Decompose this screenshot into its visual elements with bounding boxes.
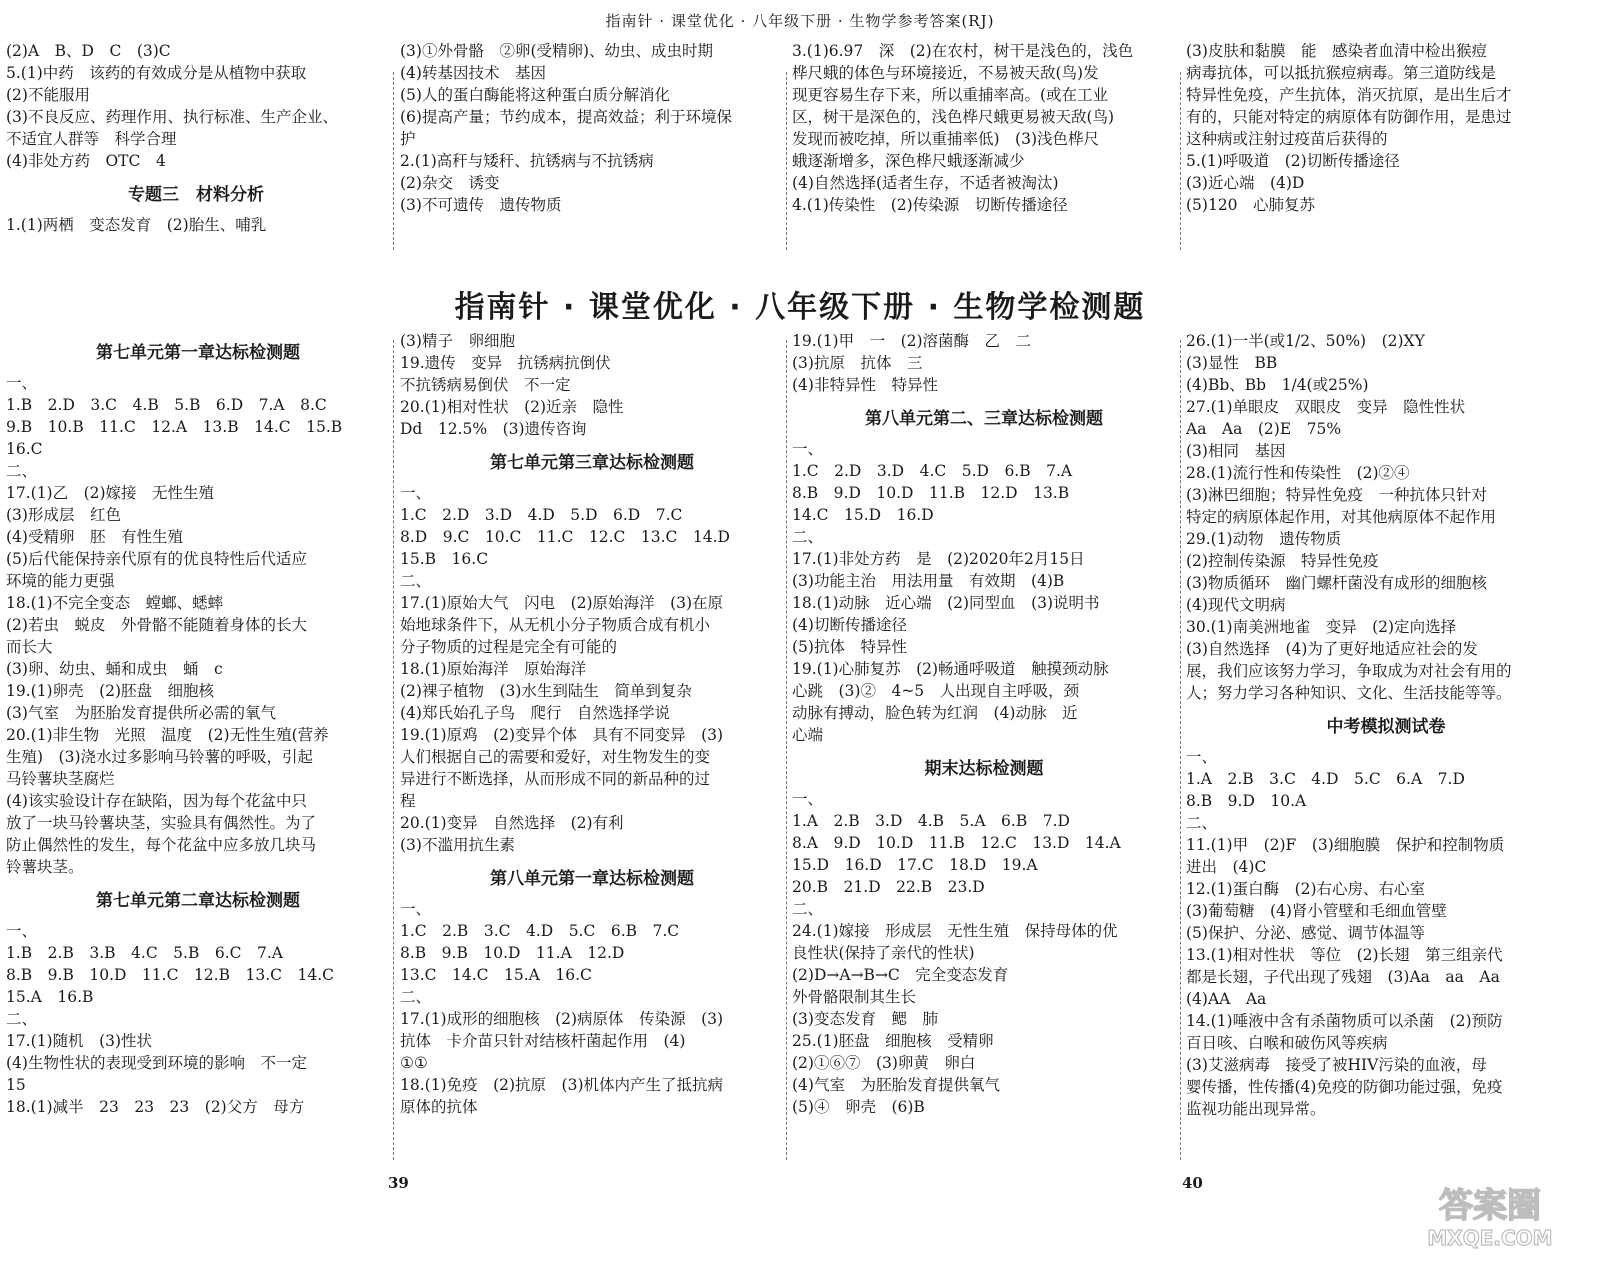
answer-line: 18.(1)免疫 (2)抗原 (3)机体内产生了抵抗病 (400, 1076, 724, 1094)
answer-line: 区，树干是深色的，浅色桦尺蛾更易被天敌(鸟) (792, 108, 1115, 126)
answer-line: (4)郑氏始孔子鸟 爬行 自然选择学说 (400, 704, 670, 722)
column-1 (6, 330, 390, 1118)
answer-line: (2)不能服用 (6, 86, 90, 104)
answer-line: 现更容易生存下来，所以重捕率高。(或在工业 (792, 86, 1109, 104)
answer-line: (3)物质循环 幽门螺杆菌没有成形的细胞核 (1186, 574, 1487, 592)
answer-line: 始地球条件下，从无机小分子物质合成有机小 (400, 616, 711, 634)
answer-line: 13.(1)相对性状 等位 (2)长翅 第三组亲代 (1186, 946, 1503, 964)
answer-line: 进出 (4)C (1186, 858, 1267, 876)
answer-line: 外骨骼限制其生长 (792, 988, 917, 1006)
answer-line: 生殖) (3)浇水过多影响马铃薯的呼吸，引起 (6, 748, 314, 766)
section-heading: 第八单元第一章达标检测题 (490, 869, 694, 889)
answer-line: 原体的抗体 (400, 1098, 478, 1116)
answer-line: 二、 (400, 988, 432, 1006)
answer-line: 8.A 9.D 10.D 11.B 12.C 13.D 14.A (792, 834, 1121, 852)
answer-line: 1.C 2.D 3.D 4.C 5.D 6.B 7.A (792, 462, 1073, 480)
answer-line: 17.(1)随机 (3)性状 (6, 1032, 153, 1050)
top-divider-2 (786, 72, 787, 250)
section-heading: 期末达标检测题 (924, 759, 1044, 779)
answer-line: (4)自然选择(适者生存，不适者被淘汰) (792, 174, 1059, 192)
answer-line: 1.B 2.D 3.C 4.B 5.B 6.D 7.A 8.C (6, 396, 327, 414)
answer-line: (2)A B、D C (3)C (6, 42, 171, 60)
answer-line: (5)④ 卵壳 (6)B (792, 1098, 925, 1116)
answer-line: 16.C (6, 440, 43, 458)
answer-line: 二、 (792, 528, 824, 546)
answer-line: (6)提高产量；节约成本，提高效益；利于环境保 (400, 108, 732, 126)
answer-line: 二、 (1186, 814, 1218, 832)
answer-line: (3)抗原 抗体 三 (792, 354, 923, 372)
answer-line: 8.B 9.B 10.D 11.C 12.B 13.C 14.C (6, 966, 335, 984)
watermark-logo (1400, 1175, 1580, 1253)
answer-line: (2)控制传染源 特异性免疫 (1186, 552, 1379, 570)
answer-line: (4)非特异性 特异性 (792, 376, 938, 394)
answer-line: 1.A 2.B 3.D 4.B 5.A 6.B 7.D (792, 812, 1070, 830)
page-header: 指南针 · 课堂优化 · 八年级下册 · 生物学参考答案(RJ) (605, 12, 995, 30)
answer-line: 一、 (400, 900, 432, 918)
section-heading: 中考模拟测试卷 (1326, 717, 1446, 737)
answer-line: 良性状(保持了亲代的性状) (792, 944, 975, 962)
answer-line: 4.(1)传染性 (2)传染源 切断传播途径 (792, 196, 1068, 214)
answer-line: 8.B 9.D 10.D 11.B 12.D 13.B (792, 484, 1070, 502)
answer-line: 动脉有搏动，脸色转为红润 (4)动脉 近 (792, 704, 1078, 722)
answer-line: 二、 (6, 462, 38, 480)
answer-line: (4)现代文明病 (1186, 596, 1286, 614)
answer-line: (5)人的蛋白酶能将这种蛋白质分解消化 (400, 86, 670, 104)
answer-line: 一、 (792, 440, 824, 458)
section-heading: 第七单元第二章达标检测题 (96, 891, 300, 911)
top-divider-3 (1180, 72, 1181, 250)
answer-line: 5.(1)呼吸道 (2)切断传播途径 (1186, 152, 1400, 170)
answer-line: 马铃薯块茎腐烂 (6, 770, 115, 788)
answer-line: (3)艾滋病毒 接受了被HIV污染的血液，母 (1186, 1056, 1487, 1074)
answer-line: 不适宜人群等 科学合理 (6, 130, 177, 148)
answer-line: 12.(1)蛋白酶 (2)右心房、右心室 (1186, 880, 1426, 898)
answer-line: 环境的能力更强 (6, 572, 115, 590)
answer-line: (5)后代能保持亲代原有的优良特性后代适应 (6, 550, 307, 568)
answer-line: 18.(1)减半 23 23 23 (2)父方 母方 (6, 1098, 305, 1116)
answer-line: 20.(1)相对性状 (2)近亲 隐性 (400, 398, 624, 416)
answer-line: (3)卵、幼虫、蛹和成虫 蛹 c (6, 660, 223, 678)
answer-line: 铃薯块茎。 (6, 858, 84, 876)
answer-line: (4)受精卵 胚 有性生殖 (6, 528, 183, 546)
answer-line: 抗体 卡介苗只针对结核杆菌起作用 (4) (400, 1032, 686, 1050)
answer-line: 14.C 15.D 16.D (792, 506, 934, 524)
answer-line: 程 (400, 792, 416, 810)
answer-line: 1.A 2.B 3.C 4.D 5.C 6.A 7.D (1186, 770, 1465, 788)
answer-line: (4)Bb、Bb 1/4(或25%) (1186, 376, 1369, 394)
answer-line: 人；努力学习各种知识、文化、生活技能等等。 (1186, 684, 1512, 702)
answer-line: (3)相同 基因 (1186, 442, 1286, 460)
answer-line: (3)显性 BB (1186, 354, 1278, 372)
answer-line: 防止偶然性的发生，每个花盆中应多放几块马 (6, 836, 317, 854)
answer-line: Aa Aa (2)E 75% (1186, 420, 1342, 438)
answer-line: 异进行不断选择，从而形成不同的新品种的过 (400, 770, 711, 788)
answer-line: 桦尺蛾的体色与环境接近，不易被天敌(鸟)发 (792, 64, 1099, 82)
answer-line: 18.(1)原始海洋 原始海洋 (400, 660, 587, 678)
answer-line: (3)不可遗传 遗传物质 (400, 196, 562, 214)
answer-line: 8.D 9.C 10.C 11.C 12.C 13.C 14.D (400, 528, 730, 546)
answer-line: (4)生物性状的表现受到环境的影响 不一定 (6, 1054, 307, 1072)
answer-line: 婴传播，性传播(4)免疫的防御功能过强，免疫 (1186, 1078, 1503, 1096)
answer-line: (3)不滥用抗生素 (400, 836, 515, 854)
answer-line: 15.A 16.B (6, 988, 94, 1006)
answer-line: (2)杂交 诱变 (400, 174, 500, 192)
answer-line: 13.C 14.C 15.A 16.C (400, 966, 592, 984)
answer-line: 而长大 (6, 638, 53, 656)
answer-line: 28.(1)流行性和传染性 (2)②④ (1186, 464, 1410, 482)
answer-line: (2)①⑥⑦ (3)卵黄 卵白 (792, 1054, 976, 1072)
answer-line: 特异性免疫，产生抗体，消灭抗原，是出生后才 (1186, 86, 1512, 104)
answer-line: 一、 (6, 922, 38, 940)
answer-line: 17.(1)非处方药 是 (2)2020年2月15日 (792, 550, 1085, 568)
answer-line: (3)近心端 (4)D (1186, 174, 1305, 192)
answer-line: (3)精子 卵细胞 (400, 332, 515, 350)
answer-line: 这种病或注射过疫苗后获得的 (1186, 130, 1388, 148)
answer-line: 15.B 16.C (400, 550, 489, 568)
answer-line: 不抗锈病易倒伏 不一定 (400, 376, 571, 394)
answer-line: (3)气室 为胚胎发育提供所必需的氧气 (6, 704, 276, 722)
divider-1 (393, 340, 394, 1160)
column-4 (1186, 330, 1586, 1120)
answer-line: ①① (400, 1054, 428, 1072)
answer-line: 20.(1)非生物 光照 温度 (2)无性生殖(营养 (6, 726, 329, 744)
answer-line: 人们根据自己的需要和爱好，对生物发生的变 (400, 748, 711, 766)
section-heading: 专题三 材料分析 (128, 185, 264, 205)
answer-line: 17.(1)原始大气 闪电 (2)原始海洋 (3)在原 (400, 594, 724, 612)
answer-line: (3)变态发育 鳃 肺 (792, 1010, 938, 1028)
column-3 (792, 330, 1176, 1118)
answer-line: 19.(1)卵壳 (2)胚盘 细胞核 (6, 682, 215, 700)
answer-line: (4)切断传播途径 (792, 616, 907, 634)
answer-line: 17.(1)乙 (2)嫁接 无性生殖 (6, 484, 215, 502)
answer-line: (3)不良反应、药理作用、执行标准、生产企业、 (6, 108, 338, 126)
answer-line: 20.(1)变异 自然选择 (2)有利 (400, 814, 624, 832)
top-column-4 (1186, 40, 1586, 216)
top-column-1 (6, 40, 386, 236)
section-heading: 第八单元第二、三章达标检测题 (865, 409, 1103, 429)
answer-line: 30.(1)南美洲地雀 变异 (2)定向选择 (1186, 618, 1457, 636)
answer-line: 蛾逐渐增多，深色桦尺蛾逐渐减少 (792, 152, 1025, 170)
answer-line: 放了一块马铃薯块茎，实验具有偶然性。为了 (6, 814, 317, 832)
answer-line: 20.B 21.D 22.B 23.D (792, 878, 985, 896)
answer-line: (3)功能主治 用法用量 有效期 (4)B (792, 572, 1065, 590)
answer-line: 展，我们应该努力学习，争取成为对社会有用的 (1186, 662, 1512, 680)
answer-line: 2.(1)高秆与矮秆、抗锈病与不抗锈病 (400, 152, 654, 170)
answer-line: 15.D 16.D 17.C 18.D 19.A (792, 856, 1038, 874)
answer-line: (4)该实验设计存在缺陷，因为每个花盆中只 (6, 792, 307, 810)
answer-line: 14.(1)唾液中含有杀菌物质可以杀菌 (2)预防 (1186, 1012, 1503, 1030)
top-column-2 (400, 40, 780, 216)
answer-line: 1.B 2.B 3.B 4.C 5.B 6.C 7.A (6, 944, 283, 962)
page-number-left: 39 (388, 1174, 409, 1192)
answer-line: (5)120 心肺复苏 (1186, 196, 1316, 214)
answer-line: 9.B 10.B 11.C 12.A 13.B 14.C 15.B (6, 418, 343, 436)
page-number-right: 40 (1182, 1174, 1203, 1192)
answer-line: 8.B 9.D 10.A (1186, 792, 1307, 810)
answer-line: 有的，只能对特定的病原体有防御作用，是患过 (1186, 108, 1512, 126)
answer-line: 心跳 (3)② 4~5 人出现自主呼吸，颈 (792, 682, 1080, 700)
answer-line: (3)皮肤和黏膜 能 感染者血清中检出猴痘 (1186, 42, 1487, 60)
answer-line: (4)非处方药 OTC 4 (6, 152, 166, 170)
section-heading: 第七单元第三章达标检测题 (490, 453, 694, 473)
answer-line: 25.(1)胚盘 细胞核 受精卵 (792, 1032, 994, 1050)
answer-line: 发现而被吃掉，所以重捕率低) (3)浅色桦尺 (792, 130, 1100, 148)
section-heading: 第七单元第一章达标检测题 (96, 343, 300, 363)
answer-line: 分子物质的过程是完全有可能的 (400, 638, 618, 656)
answer-line: 5.(1)中药 该药的有效成分是从植物中获取 (6, 64, 307, 82)
answer-line: 19.(1)心肺复苏 (2)畅通呼吸道 触摸颈动脉 (792, 660, 1109, 678)
svg-text:答案圈: 答案圈 (1439, 1186, 1541, 1226)
answer-line: 百日咳、白喉和破伤风等疾病 (1186, 1034, 1388, 1052)
answer-line: 二、 (6, 1010, 38, 1028)
divider-2 (786, 340, 787, 1160)
answer-line: 病毒抗体，可以抵抗猴痘病毒。第三道防线是 (1186, 64, 1497, 82)
answer-line: 护 (400, 130, 416, 148)
answer-line: Dd 12.5% (3)遗传咨询 (400, 420, 587, 438)
answer-line: 27.(1)单眼皮 双眼皮 变异 隐性性状 (1186, 398, 1466, 416)
answer-line: (5)抗体 特异性 (792, 638, 907, 656)
answer-line: (2)D→A→B→C 完全变态发育 (792, 966, 1009, 984)
answer-line: 1.(1)两栖 变态发育 (2)胎生、哺乳 (6, 216, 267, 234)
answer-line: 一、 (400, 484, 432, 502)
answer-line: 1.C 2.B 3.C 4.D 5.C 6.B 7.C (400, 922, 680, 940)
answer-line: 一、 (792, 790, 824, 808)
answer-line: (4)AA Aa (1186, 990, 1267, 1008)
answer-line: 一、 (6, 374, 38, 392)
answer-line: 8.B 9.B 10.D 11.A 12.D (400, 944, 625, 962)
answer-line: 11.(1)甲 (2)F (3)细胞膜 保护和控制物质 (1186, 836, 1505, 854)
answer-line: (5)保护、分泌、感觉、调节体温等 (1186, 924, 1425, 942)
answer-line: 3.(1)6.97 深 (2)在农村，树干是浅色的，浅色 (792, 42, 1134, 60)
answer-line: (3)葡萄糖 (4)肾小管壁和毛细血管壁 (1186, 902, 1447, 920)
svg-text:MXQE.COM: MXQE.COM (1427, 1226, 1553, 1250)
answer-line: 二、 (400, 572, 432, 590)
answer-line: (3)淋巴细胞；特异性免疫 一种抗体只针对 (1186, 486, 1487, 504)
answer-line: 19.遗传 变异 抗锈病抗倒伏 (400, 354, 611, 372)
answer-line: (3)①外骨骼 ②卵(受精卵)、幼虫、成虫时期 (400, 42, 714, 60)
answer-line: (4)气室 为胚胎发育提供氧气 (792, 1076, 1000, 1094)
answer-line: 19.(1)原鸡 (2)变异个体 具有不同变异 (3) (400, 726, 724, 744)
column-2 (400, 330, 784, 1118)
main-title: 指南针 · 课堂优化 · 八年级下册 · 生物学检测题 (454, 290, 1146, 325)
answer-line: 18.(1)动脉 近心端 (2)同型血 (3)说明书 (792, 594, 1100, 612)
answer-line: 二、 (792, 900, 824, 918)
answer-line: (3)自然选择 (4)为了更好地适应社会的发 (1186, 640, 1478, 658)
answer-line: 18.(1)不完全变态 螳螂、蟋蟀 (6, 594, 224, 612)
answer-line: 1.C 2.D 3.D 4.D 5.D 6.D 7.C (400, 506, 683, 524)
answer-line: (3)形成层 红色 (6, 506, 121, 524)
answer-line: 26.(1)一半(或1/2、50%) (2)XY (1186, 332, 1425, 350)
answer-line: (4)转基因技术 基因 (400, 64, 546, 82)
answer-line: 24.(1)嫁接 形成层 无性生殖 保持母体的优 (792, 922, 1118, 940)
answer-line: 19.(1)甲 一 (2)溶菌酶 乙 二 (792, 332, 1032, 350)
top-column-3 (792, 40, 1172, 216)
answer-line: 15 (6, 1076, 26, 1094)
answer-line: 特定的病原体起作用，对其他病原体不起作用 (1186, 508, 1497, 526)
top-divider-1 (393, 72, 394, 250)
divider-3 (1180, 340, 1181, 1160)
answer-line: 17.(1)成形的细胞核 (2)病原体 传染源 (3) (400, 1010, 724, 1028)
answer-line: (2)若虫 蜕皮 外骨骼不能随着身体的长大 (6, 616, 307, 634)
answer-line: 心端 (792, 726, 824, 744)
answer-line: (2)裸子植物 (3)水生到陆生 简单到复杂 (400, 682, 692, 700)
answer-line: 都是长翅，子代出现了残翅 (3)Aa aa Aa (1186, 968, 1500, 986)
answer-line: 29.(1)动物 遗传物质 (1186, 530, 1342, 548)
answer-line: 一、 (1186, 748, 1218, 766)
answer-line: 监视功能出现异常。 (1186, 1100, 1326, 1118)
